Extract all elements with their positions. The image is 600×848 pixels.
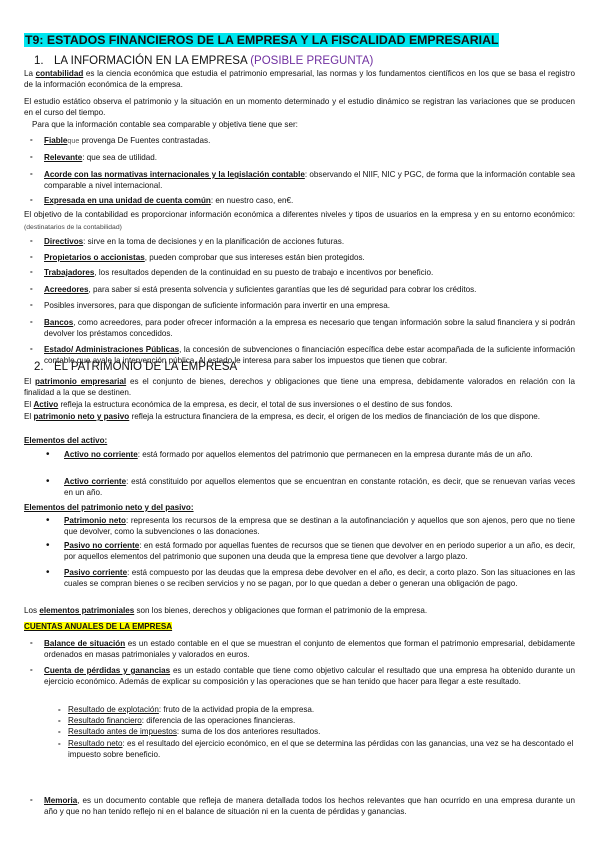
list-item-propietarios — [30, 253, 575, 264]
term: Resultado antes de impuestos — [68, 727, 177, 736]
text: provenga De Fuentes contrastadas. — [79, 136, 211, 145]
list-item-pasivo-corriente — [44, 568, 575, 589]
list-item-balance — [30, 639, 575, 660]
list-item-activo-corriente — [44, 477, 575, 498]
text: , los resultados dependen de la continuidad en su puesto de trabajo e incentivos por beneficio. — [94, 268, 434, 277]
term: patrimonio empresarial — [35, 377, 127, 386]
list-item-resultado-explotacion — [58, 705, 575, 716]
document-title: T9: ESTADOS FINANCIEROS DE LA EMPRESA Y LA FISCALIDAD EMPRESARIAL — [25, 33, 499, 47]
text: , pueden comprobar que sus intereses están bien protegidos. — [144, 253, 365, 262]
text: : diferencia de las operaciones financieras. — [141, 716, 296, 725]
term: contabilidad — [35, 69, 84, 78]
term: Cuenta de pérdidas y ganancias — [44, 666, 171, 675]
text: Posibles inversores, para que dispongan de suficiente información para invertir en una empresa. — [44, 301, 390, 310]
text: : está constituido por aquellos elementos que se encuentran en constante rotación, es decir, que se renuevan varias veces en un año. — [64, 477, 575, 497]
term: Memoria — [44, 796, 78, 805]
list-item-acreedores — [30, 285, 575, 296]
list-item-pasivo-no-corriente — [44, 541, 575, 562]
term: Fiable — [44, 136, 68, 145]
list-item-resultado-financiero — [58, 716, 575, 727]
term: Resultado neto — [68, 739, 123, 748]
heading-cuentas-anuales — [24, 622, 575, 633]
term: Activo corriente — [64, 477, 127, 486]
paragraph-patrimonio — [24, 377, 575, 398]
paragraph-activo — [24, 400, 575, 411]
text: : observando el NIIF, NIC y PGC, de forma que la información contable sea comparable a nivel internacional. — [44, 170, 575, 190]
text: : es el resultado del ejercicio económico, en el que se determina las pérdidas con las ganancias, una vez se ha descontado el impuesto sobre beneficio. — [68, 739, 574, 759]
text: El — [24, 412, 34, 421]
text: : está formado por aquellos elementos del patrimonio que permanecen en la empresa durante más de un año. — [137, 450, 533, 459]
list-item-inversores — [30, 301, 575, 312]
section-number: 2. — [34, 361, 44, 373]
term: Patrimonio neto — [64, 516, 126, 525]
paragraph-pasivo — [24, 412, 575, 423]
list-item-expresada — [30, 196, 575, 207]
text: El — [24, 400, 34, 409]
text: es un estado contable en el que se muestran el conjunto de elementos que forman el patrimonio empresarial, debidamente ordenados en masas patrimoniales y valorados en euros. — [44, 639, 575, 659]
text: es un estado contable que tiene como objetivo calcular el resultado que una empresa ha obtenido durante un ejercicio económico. Además de explicar su composición y las operaciones que se han tenido que hacer para llegar a este resultado. — [44, 666, 575, 686]
text: : en nuestro caso, en€. — [210, 196, 294, 205]
text: , es un documento contable que refleja de manera detallada todos los hechos relevantes que han ocurrido en una empresa durante un año y que no han tenido reflejo ni en el balance de situación ni en la cuenta de pérdidas y ganancias. — [44, 796, 575, 816]
list-item-acorde — [30, 170, 575, 191]
list-item-trabajadores — [30, 268, 575, 279]
text: : fruto de la actividad propia de la empresa. — [158, 705, 315, 714]
list-item-resultado-neto — [58, 739, 575, 760]
text: refleja la estructura financiera de la empresa, es decir, el origen de los medios de financiación de los que dispone. — [129, 412, 541, 421]
list-item-activo-no-corriente — [44, 450, 575, 461]
term: Expresada en una unidad de cuenta común — [44, 196, 211, 205]
text: es la ciencia económica que estudia el patrimonio empresarial, las normas y los fundamentos científicos en los que se basa el registro de la información económica de la empresa. — [24, 69, 575, 89]
text: : suma de los dos anteriores resultados. — [176, 727, 321, 736]
paragraph-requisitos: Para que la información contable sea comparable y objetiva tiene que ser: — [32, 120, 298, 129]
section-number: 1. — [34, 55, 44, 67]
term: patrimonio neto y pasivo — [33, 412, 130, 421]
text: : representa los recursos de la empresa que se destinan a la autofinanciación y aquellos que son ajenos, pero que no tiene que devolver, como la subvenciones o las donaciones. — [64, 516, 575, 536]
paragraph-contabilidad — [24, 69, 575, 90]
list-item-resultado-antes-impuestos — [58, 727, 575, 738]
term: Resultado de explotación — [68, 705, 159, 714]
subheading: Elementos del patrimonio neto y del pasivo: — [24, 503, 194, 512]
term: Bancos — [44, 318, 74, 327]
term: Pasivo no corriente — [64, 541, 140, 550]
note: (destinatarios de la contabilidad) — [24, 223, 122, 231]
list-item-fiable — [30, 136, 575, 147]
term: Activo — [33, 400, 59, 409]
term: Activo no corriente — [64, 450, 138, 459]
subheading: CUENTAS ANUALES DE LA EMPRESA — [24, 622, 173, 631]
text: El objetivo de la contabilidad es proporcionar información económica a diferentes niveles y tipos de usuarios en la empresa y en su entorno económico: — [24, 210, 575, 219]
paragraph-objetivo — [24, 210, 575, 233]
term: Trabajadores — [44, 268, 95, 277]
subheading: Elementos del activo: — [24, 436, 108, 445]
section-heading-1 — [34, 55, 373, 68]
text: , como acreedores, para poder ofrecer información a la empresa es necesario que tengan información sobre la salud financiera y si podrán devolver los préstamos concedidos. — [44, 318, 575, 338]
list-item-cuenta-pyg — [30, 666, 575, 687]
list-item-relevante — [30, 153, 575, 164]
text: La — [24, 69, 36, 78]
text: El — [24, 377, 36, 386]
term: Relevante — [44, 153, 83, 162]
text: son los bienes, derechos y obligaciones que forman el patrimonio de la empresa. — [134, 606, 428, 615]
text: , la concesión de subvenciones o financiación específica debe estar acompañada de la suficiente información contable que avale la intervención pública. Al estado le interesa para saber los impuestos que tienen que cobrar. — [44, 345, 576, 365]
list-item-bancos — [30, 318, 575, 339]
list-item-directivos — [30, 237, 575, 248]
term: Acreedores — [44, 285, 89, 294]
list-item-patrimonio-neto — [44, 516, 575, 537]
text: que — [67, 136, 80, 145]
text: refleja la estructura económica de la empresa, es decir, el total de sus inversiones o el destino de sus fondos. — [58, 400, 453, 409]
term: Acorde con las normativas internacionales y la legislación contable — [44, 170, 305, 179]
term: Estado/ Administraciones Públicas — [44, 345, 180, 354]
term: Propietarios o accionistas — [44, 253, 145, 262]
text: : está compuesto por las deudas que la empresa debe devolver en el año, es decir, a corto plazo. Son las situaciones en las cuales se compran bienes o se reciben servicios y no se pagan, por lo que quedan a deber o generan una obligación de pago. — [64, 568, 575, 588]
paragraph-elementos-patrimoniales — [24, 606, 575, 617]
text: : sirve en la toma de decisiones y en la planificación de acciones futuras. — [83, 237, 345, 246]
section-heading-2 — [34, 361, 237, 374]
section-title: EL PATRIMONIO DE LA EMPRESA — [54, 361, 238, 373]
paragraph-estudio: El estudio estático observa el patrimonio y la situación en un momento determinado y el estudio dinámico se registran las variaciones que se producen en el curso del tiempo. — [24, 97, 575, 117]
heading-elementos-activo — [24, 436, 575, 447]
text: es el conjunto de bienes, derechos y obligaciones que tiene una empresa, debidamente valorados en relación con la finalidad a la que se destinen. — [24, 377, 575, 397]
text: Los — [24, 606, 40, 615]
heading-elementos-pasivo — [24, 503, 575, 514]
term: Resultado financiero — [68, 716, 142, 725]
list-item-memoria — [30, 796, 575, 817]
term: Pasivo corriente — [64, 568, 128, 577]
term: Balance de situación — [44, 639, 126, 648]
text: , para saber si está presenta solvencia y suficientes garantías que les dé seguridad para cobrar los créditos. — [88, 285, 477, 294]
text: : que sea de utilidad. — [82, 153, 157, 162]
term: Directivos — [44, 237, 84, 246]
text: : en está formado por aquellas fuentes de recursos que se tienen que devolver en en periodo superior a un año, es decir, por aquellos elementos del patrimonio que suponen una deuda que la empresa tiene que devolver a largo plazo. — [64, 541, 575, 561]
term: elementos patrimoniales — [39, 606, 135, 615]
section-title: LA INFORMACIÓN EN LA EMPRESA — [54, 55, 247, 67]
exam-tag: (POSIBLE PREGUNTA) — [250, 55, 374, 67]
